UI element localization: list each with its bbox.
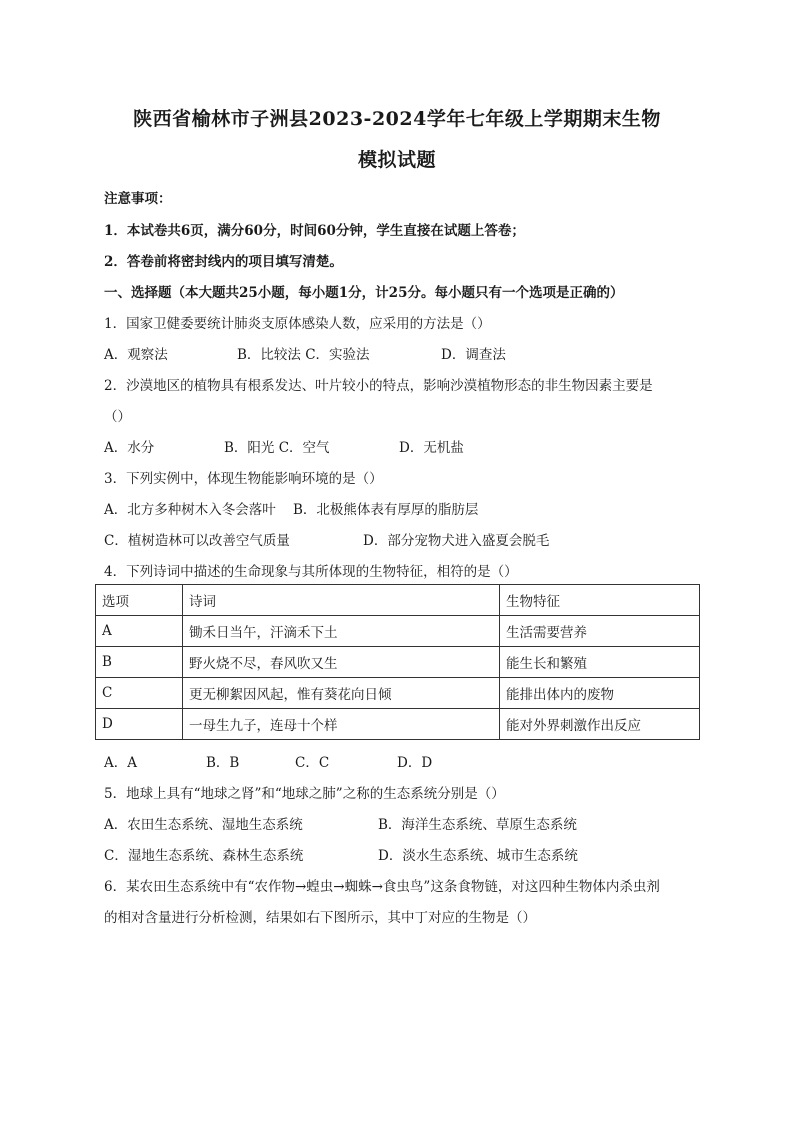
question-3-option-a: A．北方多种树木入冬会落叶 — [104, 502, 276, 518]
question-4-table — [95, 584, 700, 740]
notes-heading: 注意事项： — [104, 191, 172, 207]
table-cell: 生活需要营养 — [500, 616, 700, 647]
question-5-option-d: D．淡水生态系统、城市生态系统 — [378, 848, 578, 864]
question-3-option-c: C．植树造林可以改善空气质量 — [104, 533, 290, 549]
question-4-option-a: A．A — [104, 755, 137, 771]
question-2-option-a: A．水分 — [104, 440, 155, 456]
table-row — [96, 709, 700, 740]
question-3-option-b: B．北极熊体表有厚厚的脂肪层 — [293, 502, 479, 518]
question-3-stem: 3．下列实例中，体现生物能影响环境的是（） — [104, 471, 383, 487]
notes-item-2: 2．答卷前将密封线内的项目填写清楚。 — [104, 254, 343, 270]
question-3-option-d: D．部分宠物犬进入盛夏会脱毛 — [363, 533, 550, 549]
table-cell: 能生长和繁殖 — [500, 647, 700, 678]
notes-item-1: 1．本试卷共6页，满分60分，时间60分钟，学生直接在试题上答卷； — [104, 223, 525, 239]
exam-title-line2: 模拟试题 — [357, 149, 436, 171]
question-6-stem-line2: 的相对含量进行分析检测，结果如右下图所示，其中丁对应的生物是（） — [104, 910, 536, 926]
table-cell: D — [96, 709, 183, 740]
question-2-stem-line1: 2．沙漠地区的植物具有根系发达、叶片较小的特点，影响沙漠植物形态的非生物因素主要是 — [104, 378, 653, 394]
table-cell: C — [96, 678, 183, 709]
table-cell: B — [96, 647, 183, 678]
table-header-row — [96, 585, 700, 616]
table-cell: 更无柳絮因风起，惟有葵花向日倾 — [183, 678, 500, 709]
table-row — [96, 616, 700, 647]
question-1-option-bc: B．比较法 C．实验法 — [237, 347, 370, 363]
question-4-option-d: D．D — [397, 755, 433, 771]
table-cell: 能排出体内的废物 — [500, 678, 700, 709]
section-heading: 一、选择题（本大题共25小题，每小题1分，计25分。每小题只有一个选项是正确的） — [104, 285, 624, 301]
table-cell: 野火烧不尽，春风吹又生 — [183, 647, 500, 678]
table-header-cell: 生物特征 — [500, 585, 700, 616]
question-4-option-b: B．B — [206, 755, 240, 771]
question-2-option-bc: B．阳光 C．空气 — [224, 440, 330, 456]
table-cell: 锄禾日当午，汗滴禾下土 — [183, 616, 500, 647]
table-row — [96, 647, 700, 678]
table-header-cell: 诗词 — [183, 585, 500, 616]
table-header-cell: 选项 — [96, 585, 183, 616]
question-5-option-b: B．海洋生态系统、草原生态系统 — [378, 817, 577, 833]
question-4-stem: 4．下列诗词中描述的生命现象与其所体现的生物特征，相符的是（） — [104, 564, 518, 580]
question-1-option-d: D．调查法 — [441, 347, 506, 363]
question-2-stem-line2: （） — [104, 409, 131, 425]
question-5-option-a: A．农田生态系统、湿地生态系统 — [104, 817, 303, 833]
question-1-option-a: A．观察法 — [104, 347, 168, 363]
table-cell: 能对外界刺激作出反应 — [500, 709, 700, 740]
question-6-stem-line1: 6．某农田生态系统中有“农作物→蝗虫→蜘蛛→食虫鸟”这条食物链，对这四种生物体内杀虫剂 — [104, 879, 660, 895]
question-5-option-c: C．湿地生态系统、森林生态系统 — [104, 848, 304, 864]
question-1-stem: 1．国家卫健委要统计肺炎支原体感染人数，应采用的方法是（） — [104, 316, 491, 332]
question-5-stem: 5．地球上具有“地球之肾”和“地球之肺”之称的生态系统分别是（） — [104, 786, 505, 802]
question-4-option-c: C．C — [295, 755, 330, 771]
exam-title-line1: 陕西省榆林市子洲县2023-2024学年七年级上学期期末生物 — [133, 108, 661, 130]
table-cell: A — [96, 616, 183, 647]
question-2-option-d: D．无机盐 — [399, 440, 464, 456]
table-row — [96, 678, 700, 709]
table-cell: 一母生九子，连母十个样 — [183, 709, 500, 740]
